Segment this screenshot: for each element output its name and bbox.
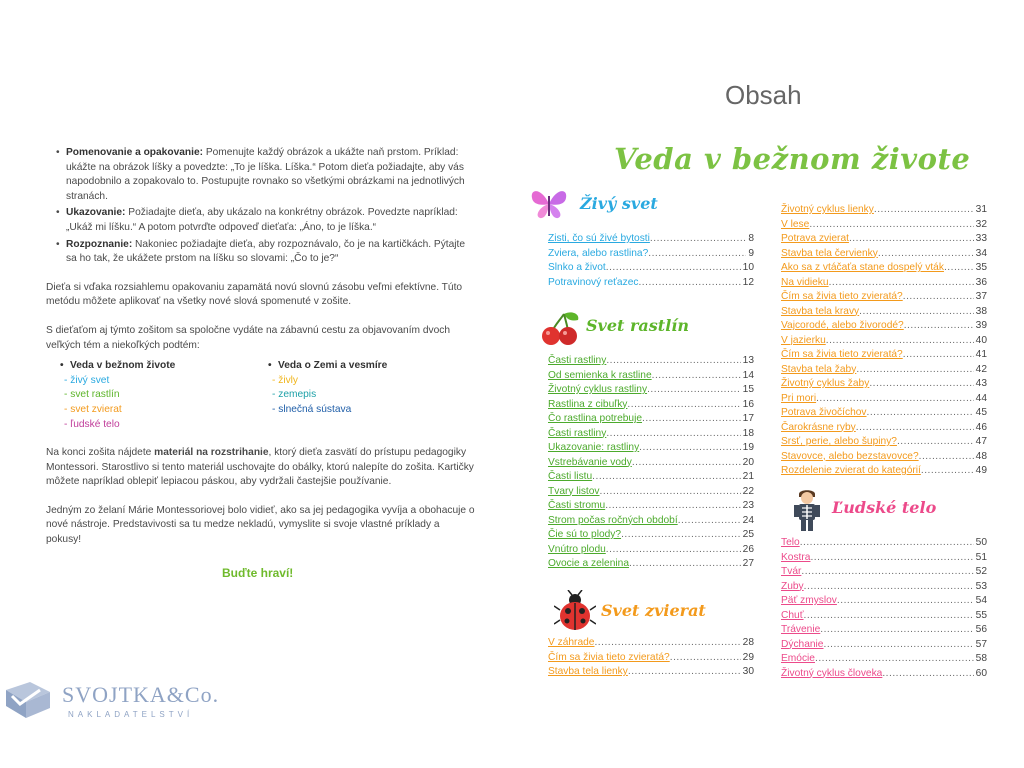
toc-entry-label: Potrava živočíchov xyxy=(781,407,867,418)
toc-leader xyxy=(606,261,741,276)
toc-entry-label: Časti rastliny xyxy=(548,355,607,366)
toc-entry-label: Životný cyklus lienky xyxy=(781,204,874,215)
toc-leader xyxy=(606,354,740,369)
toc-entry[interactable] xyxy=(781,435,987,450)
paragraph-repetition: Dieťa si vďaka rozsiahlemu opakovaniu zapamätá novú slovnú zásobu veľmi efektívne. Túto metódu môžete aplikovať na všetky nové slová spomenuté v zošite. xyxy=(46,281,463,308)
toc-page-number: 54 xyxy=(975,595,987,606)
toc-page-number: 14 xyxy=(742,369,754,381)
toc-entry-label: Čo rastlina potrebuje xyxy=(548,413,643,424)
toc-page-number: 16 xyxy=(742,398,754,410)
toc-entry-label: V lese xyxy=(781,218,810,230)
toc-animal-world-col2 xyxy=(781,203,987,479)
toc-entry[interactable] xyxy=(781,392,987,407)
toc-entry[interactable] xyxy=(548,485,754,500)
toc-leader xyxy=(849,232,974,247)
toc-page-number: 27 xyxy=(742,558,754,569)
toc-leader xyxy=(639,441,740,456)
toc-entry-label: Tvár xyxy=(781,566,802,577)
section-title-plant-world: Svet rastlín xyxy=(586,316,689,335)
toc-page-number: 17 xyxy=(742,413,754,424)
toc-entry-label: Čím sa živia tieto zvieratá? xyxy=(781,291,903,302)
toc-leader xyxy=(904,319,974,334)
toc-leader xyxy=(837,594,974,609)
toc-entry-label: Životný cyklus človeka xyxy=(781,667,883,679)
toc-entry[interactable] xyxy=(548,427,754,442)
section-title-animal-world: Svet zvierat xyxy=(601,601,706,620)
toc-page-number: 31 xyxy=(975,204,987,215)
toc-page-number: 13 xyxy=(742,355,754,366)
instruction-text: Požiadajte dieťa, aby ukázalo na konkrétny obrázok. Povedzte napríklad: „Ukáž mi líšku.“ A potom potvrďte odpoveď dieťaťa: „Áno, to je líška.“ xyxy=(66,207,458,233)
publisher-logo xyxy=(6,680,220,722)
toc-entry[interactable] xyxy=(781,290,987,305)
toc-leader xyxy=(670,651,741,666)
toc-page-number: 48 xyxy=(975,450,987,462)
toc-page-number: 10 xyxy=(742,262,754,273)
toc-page-number: 60 xyxy=(975,667,987,679)
toc-entry[interactable] xyxy=(781,363,987,378)
toc-page-number: 52 xyxy=(975,566,987,577)
toc-entry-label: Telo xyxy=(781,537,800,548)
toc-entry-label: Emócie xyxy=(781,653,815,664)
toc-entry-label: Ukazovanie: rastliny xyxy=(548,442,640,453)
toc-animal-world-col1 xyxy=(548,636,754,680)
toc-entry[interactable] xyxy=(781,232,987,247)
toc-page-number: 45 xyxy=(975,407,987,418)
subtopic-item: - živý svet xyxy=(64,374,110,386)
paragraph-bold: materiál na rozstrihanie xyxy=(154,447,269,459)
toc-human-body xyxy=(781,536,987,681)
toc-leader xyxy=(815,652,974,667)
toc-page-number: 40 xyxy=(975,334,987,346)
ladybug-icon xyxy=(554,590,596,632)
toc-entry-label: Životný cyklus žaby xyxy=(781,378,870,389)
topic-columns xyxy=(46,359,476,432)
toc-entry-label: Vnútro plodu xyxy=(548,543,606,555)
toc-page-number: 15 xyxy=(742,384,754,395)
toc-leader xyxy=(856,421,974,436)
toc-page-number: 24 xyxy=(742,514,754,526)
toc-entry[interactable] xyxy=(781,450,987,465)
toc-leader xyxy=(903,348,974,363)
paragraph-text: Na konci zošita nájdete xyxy=(46,447,155,459)
book-logo-icon xyxy=(6,682,50,718)
toc-entry-label: Kostra xyxy=(781,551,811,563)
paragraph-text: , ktorý dieťa zasvätí do prístupu pedagogiky Montessori. Starostlivo si tento materiál uschovajte do obálky, ktorú nalepíte do zošita. Kartičky môžete napríklad oblepiť lepiacou páskou, aby vydržali častejšie používanie. xyxy=(46,447,474,488)
toc-entry-label: Zisti, čo sú živé bytosti xyxy=(548,233,650,244)
toc-entry-label: Potravinový reťazec xyxy=(548,276,639,288)
instruction-recognition xyxy=(58,238,476,267)
toc-plant-world xyxy=(548,354,754,572)
toc-leader xyxy=(605,499,740,514)
toc-page-number: 33 xyxy=(975,233,987,244)
toc-entry[interactable] xyxy=(548,276,754,291)
toc-entry-label: Časti rastliny xyxy=(548,427,607,439)
toc-leader xyxy=(903,290,974,305)
toc-entry-label: Stavba tela lienky xyxy=(548,666,628,677)
toc-entry[interactable] xyxy=(781,536,987,551)
toc-leader xyxy=(944,261,974,276)
toc-entry-label: Na vidieku xyxy=(781,276,829,288)
toc-page-number: 30 xyxy=(742,666,754,677)
main-section-title: Veda v bežnom živote xyxy=(614,142,971,176)
toc-page-number: 35 xyxy=(975,262,987,273)
toc-leader xyxy=(826,334,974,349)
skeleton-child-icon xyxy=(793,488,821,532)
topic-heading: • Veda v bežnom živote xyxy=(60,359,268,374)
toc-entry[interactable] xyxy=(781,609,987,624)
toc-entry-label: Životný cyklus rastliny xyxy=(548,384,648,395)
toc-page-number: 25 xyxy=(742,529,754,540)
toc-entry[interactable] xyxy=(548,232,754,247)
toc-entry-label: Stavba tela kravy xyxy=(781,305,860,317)
toc-page-number: 22 xyxy=(742,485,754,497)
toc-page-number: 21 xyxy=(742,471,754,482)
toc-leader xyxy=(867,406,974,421)
toc-entry[interactable] xyxy=(548,412,754,427)
toc-entry[interactable] xyxy=(548,514,754,529)
toc-entry-label: Rozdelenie zvierat do kategórií xyxy=(781,465,921,476)
topic-everyday-science xyxy=(60,359,268,432)
paragraph-cutout xyxy=(46,446,476,490)
toc-page-number: 56 xyxy=(975,624,987,635)
toc-entry[interactable] xyxy=(548,636,754,651)
toc-page-number: 43 xyxy=(975,378,987,389)
toc-leader xyxy=(882,667,973,682)
toc-entry-label: Zuby xyxy=(781,580,804,592)
cherries-icon xyxy=(538,310,582,346)
toc-entry-label: Časti stromu xyxy=(548,500,606,511)
page-title: Obsah xyxy=(725,80,802,110)
toc-page-number: 44 xyxy=(975,392,987,404)
toc-page-number: 47 xyxy=(975,436,987,447)
subtopic-item: - slnečná sústava xyxy=(272,403,352,415)
toc-entry-label: Od semienka k rastline xyxy=(548,369,652,381)
toc-page-number: 55 xyxy=(975,609,987,621)
toc-entry-label: V jazierku xyxy=(781,334,826,346)
toc-entry[interactable] xyxy=(548,528,754,543)
toc-leader xyxy=(594,636,740,651)
instruction-naming xyxy=(58,146,476,204)
toc-leader xyxy=(809,218,973,233)
toc-entry[interactable] xyxy=(548,651,754,666)
toc-leader xyxy=(600,485,741,500)
subtopic-item: - živly xyxy=(272,374,299,386)
toc-entry[interactable] xyxy=(548,456,754,471)
toc-entry[interactable] xyxy=(548,354,754,369)
topic-earth-space xyxy=(268,359,476,432)
toc-entry-label: Stavba tela žaby xyxy=(781,363,857,375)
left-page xyxy=(46,146,476,548)
toc-page-number: 12 xyxy=(742,276,754,288)
toc-leader xyxy=(627,398,740,413)
toc-page-number: 57 xyxy=(975,638,987,650)
toc-leader xyxy=(829,276,974,291)
toc-entry[interactable] xyxy=(781,623,987,638)
toc-entry-label: Potrava zvierat xyxy=(781,233,849,244)
toc-entry[interactable] xyxy=(781,565,987,580)
section-title-living-world: Živý svet xyxy=(580,194,658,213)
toc-entry-label: Pri mori xyxy=(781,392,817,404)
toc-leader xyxy=(621,528,741,543)
toc-entry[interactable] xyxy=(548,441,754,456)
paragraph-journey: S dieťaťom aj týmto zošitom sa spoločne vydáte na zábavnú cestu za objavovaním dvoch veľkých tém a niekoľkých podtém: xyxy=(46,324,451,351)
toc-page-number: 39 xyxy=(975,320,987,331)
toc-entry[interactable] xyxy=(781,652,987,667)
toc-leader xyxy=(816,392,974,407)
toc-page-number: 32 xyxy=(975,218,987,230)
toc-page-number: 29 xyxy=(742,651,754,663)
toc-page-number: 9 xyxy=(748,247,754,259)
toc-entry-label: Päť zmyslov xyxy=(781,595,837,606)
toc-page-number: 50 xyxy=(975,537,987,548)
toc-leader xyxy=(804,580,974,595)
toc-leader xyxy=(869,377,973,392)
toc-leader xyxy=(859,305,974,320)
toc-entry-label: Vstrebávanie vody xyxy=(548,456,632,468)
instruction-title: Pomenovanie a opakovanie: xyxy=(66,147,204,158)
toc-entry[interactable] xyxy=(781,334,987,349)
toc-entry-label: Strom počas ročných období xyxy=(548,514,678,526)
toc-leader xyxy=(823,638,973,653)
toc-leader xyxy=(919,450,974,465)
toc-leader xyxy=(648,247,746,262)
toc-page-number: 53 xyxy=(975,580,987,592)
instruction-pointing xyxy=(58,206,476,235)
toc-entry-label: Čím sa živia tieto zvieratá? xyxy=(548,651,670,663)
toc-leader xyxy=(638,276,740,291)
toc-entry[interactable] xyxy=(781,261,987,276)
instruction-list xyxy=(46,146,476,267)
toc-page-number: 26 xyxy=(742,543,754,555)
topic-heading: • Veda o Zemi a vesmíre xyxy=(268,359,476,374)
toc-entry[interactable] xyxy=(781,218,987,233)
toc-page-number: 46 xyxy=(975,421,987,433)
toc-entry[interactable] xyxy=(781,348,987,363)
toc-entry[interactable] xyxy=(781,667,987,682)
toc-entry-label: Čím sa živia tieto zvieratá? xyxy=(781,349,903,360)
toc-leader xyxy=(804,609,974,624)
toc-entry-label: Stavba tela červienky xyxy=(781,247,878,259)
closing-text: Buďte hraví! xyxy=(222,566,294,580)
toc-entry[interactable] xyxy=(548,261,754,276)
toc-entry[interactable] xyxy=(781,580,987,595)
toc-entry[interactable] xyxy=(781,406,987,421)
toc-entry[interactable] xyxy=(548,470,754,485)
toc-entry-label: Ako sa z vtáčaťa stane dospelý vták xyxy=(781,262,944,273)
toc-leader xyxy=(592,470,740,485)
toc-entry-label: V záhrade xyxy=(548,637,595,648)
toc-entry-label: Rastlina z cibuľky xyxy=(548,398,628,410)
toc-page-number: 38 xyxy=(975,305,987,317)
toc-leader xyxy=(810,551,973,566)
instruction-title: Ukazovanie: xyxy=(66,207,126,219)
toc-leader xyxy=(921,464,974,479)
toc-page-number: 41 xyxy=(975,349,987,360)
toc-entry-label: Tvary listov xyxy=(548,485,600,497)
toc-entry[interactable] xyxy=(781,594,987,609)
toc-page-number: 19 xyxy=(742,442,754,453)
toc-living-world xyxy=(548,232,754,290)
instruction-title: Rozpoznanie: xyxy=(66,238,133,250)
toc-entry[interactable] xyxy=(781,247,987,262)
toc-entry[interactable] xyxy=(548,369,754,384)
toc-entry[interactable] xyxy=(548,398,754,413)
subtopic-item: - svet zvierat xyxy=(64,403,122,415)
toc-page-number: 51 xyxy=(975,551,987,563)
toc-page-number: 36 xyxy=(975,276,987,288)
toc-leader xyxy=(606,543,741,558)
publisher-name: SVOJTKA&Co. xyxy=(62,682,220,707)
toc-entry-label: Slnko a život xyxy=(548,262,606,273)
toc-leader xyxy=(678,514,741,529)
toc-leader xyxy=(628,665,741,680)
toc-leader xyxy=(801,565,973,580)
toc-leader xyxy=(632,456,741,471)
toc-leader xyxy=(897,435,974,450)
toc-entry-label: Zviera, alebo rastlina? xyxy=(548,247,649,259)
publisher-subtitle: NAKLADATELSTVÍ xyxy=(68,710,194,719)
toc-entry-label: Čarokrásne ryby xyxy=(781,421,856,433)
toc-entry[interactable] xyxy=(781,305,987,320)
toc-entry-label: Ovocie a zelenina xyxy=(548,558,629,569)
toc-entry[interactable] xyxy=(781,551,987,566)
toc-entry[interactable] xyxy=(781,319,987,334)
toc-leader xyxy=(878,247,974,262)
toc-page-number: 37 xyxy=(975,291,987,302)
toc-entry[interactable] xyxy=(781,421,987,436)
toc-entry[interactable] xyxy=(548,543,754,558)
toc-entry-label: Srsť, perie, alebo šupiny? xyxy=(781,436,897,447)
toc-leader xyxy=(820,623,973,638)
toc-entry[interactable] xyxy=(548,383,754,398)
toc-entry-label: Dýchanie xyxy=(781,638,824,650)
paragraph-montessori: Jedným zo želaní Márie Montessoriovej bolo vidieť, ako sa jej pedagogika vyvíja a obohacuje o nové nástroje. Predstavivosti sa tu medze nekladú, vymyslite si svoje vlastné príklady a pokusy! xyxy=(46,504,475,546)
subtopic-item: - zemepis xyxy=(272,389,317,401)
toc-entry[interactable] xyxy=(781,464,987,479)
toc-page-number: 42 xyxy=(975,363,987,375)
toc-page-number: 49 xyxy=(975,465,987,476)
toc-leader xyxy=(606,427,740,442)
toc-leader xyxy=(642,412,741,427)
toc-entry[interactable] xyxy=(548,247,754,262)
toc-entry[interactable] xyxy=(548,557,754,572)
toc-entry-label: Trávenie xyxy=(781,624,821,635)
toc-leader xyxy=(629,557,741,572)
toc-page-number: 34 xyxy=(975,247,987,259)
toc-entry[interactable] xyxy=(548,665,754,680)
toc-leader xyxy=(874,203,974,218)
toc-entry-label: Časti listu xyxy=(548,471,593,482)
toc-entry-label: Stavovce, alebo bezstavovce? xyxy=(781,450,919,462)
toc-leader xyxy=(652,369,741,384)
toc-page-number: 18 xyxy=(742,427,754,439)
butterfly-icon xyxy=(528,186,570,222)
toc-entry[interactable] xyxy=(781,276,987,291)
subtopic-item: - svet rastlín xyxy=(64,389,120,401)
toc-page-number: 58 xyxy=(975,653,987,664)
toc-page-number: 23 xyxy=(742,500,754,511)
toc-leader xyxy=(650,232,746,247)
toc-page-number: 28 xyxy=(742,637,754,648)
instruction-text: Pomenujte každý obrázok a ukážte naň prstom. Príklad: ukážte na obrázok líšky a povedzte: „To je líška. Líška.“ Potom dieťa požiadajte, aby vás napodobnilo a zopakovalo to. Postupujte rovnako so všetkými obrázkami na jednotlivých stranách. xyxy=(66,147,465,202)
toc-entry-label: Chuť xyxy=(781,609,804,621)
toc-entry[interactable] xyxy=(781,377,987,392)
toc-page-number: 8 xyxy=(748,233,754,244)
toc-page-number: 20 xyxy=(742,456,754,468)
subtopic-item: - ľudské telo xyxy=(64,418,120,430)
instruction-text: Nakoniec požiadajte dieťa, aby rozpoznávalo, čo je na kartičkách. Pýtajte sa ho tak, že ukážete prstom na líšku so slovami: „Čo to je?“ xyxy=(66,238,466,265)
toc-entry[interactable] xyxy=(548,499,754,514)
section-title-human-body: Ľudské telo xyxy=(832,498,937,517)
toc-entry[interactable] xyxy=(781,638,987,653)
toc-entry[interactable] xyxy=(781,203,987,218)
toc-entry-label: Čie sú to plody? xyxy=(548,529,622,540)
toc-leader xyxy=(647,383,741,398)
toc-entry-label: Vajcorodé, alebo živorodé? xyxy=(781,320,904,331)
toc-leader xyxy=(856,363,973,378)
toc-leader xyxy=(800,536,974,551)
